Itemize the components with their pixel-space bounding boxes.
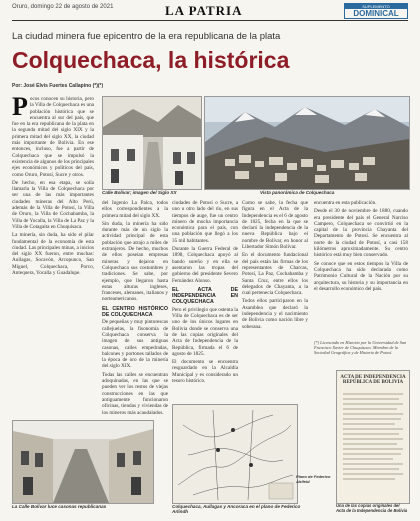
caption-photo-4: Colquechaca, Aullagas y Ancoraca en el plano de Federico Arlindh (172, 504, 301, 514)
paragraph: De pequeñas y muy pintorescas callejuelas, la fisonomía de Colquechaca conserva la imagen de sus antiguas casonas, calles empedradas, balcones y portones tallados de la época de oro de la minería del siglo XIX. (102, 319, 168, 370)
section-heading: EL ACTA DE INDEPENDENCIA EN COLQUECHACA (172, 286, 238, 306)
drop-cap: P (12, 92, 28, 121)
photo-panoramic (204, 96, 410, 190)
caption-photo-1: Calle Bolívar; imagen del Siglo XX (102, 190, 177, 195)
paragraph: ocos conocen su historia, pero la Villa de Colquechaca es una población histórica que se encuentra al sur del país, que fue en la era republicana de la plata en la segunda mitad del siglo XIX y la primera mitad del siglo XX, la ciudad más importante de Bolivia. En ese entonces, incluso, fue a partir de Colquechaca que se impulsó la existencia de algunos de los principales ejes económicos y políticos del país, como Oruro, Potosí, Sucre y otros. (12, 96, 94, 178)
caption-map-credit: Plano de Federico Ahlfeld (296, 474, 331, 484)
article-byline: Por: José Elvis Fuertes Callapino (*)(*) (12, 83, 104, 89)
article-kicker: La ciudad minera fue epicentro de la era republicana de la plata (12, 31, 281, 42)
paragraph: del Ingenio La Palca, todos ellos correspondientes a la primera mitad del siglo XX. (102, 200, 168, 219)
caption-photo-5: Una de las copias originales del Acta de la Independencia de Bolivia (336, 503, 408, 513)
supplement-badge (344, 3, 408, 19)
document-title-line-2: REPÚBLICA DE BOLIVIA (342, 380, 404, 385)
paragraph: Sin duda, la minería ha sido durante más de un siglo la actividad principal de esta población que atrajo a miles de extranjeros. De hecho, muchos de ellos poseían empresas mineras y dejaron en Colquechaca sus costumbres y tradiciones. Se sabe, por ejemplo, que llegaron hasta estas alturas ingleses, franceses, alemanes, italianos y norteamericanos. (102, 220, 168, 303)
supplement-label-top: SUPLEMENTO (345, 4, 407, 9)
article-title: Colquechaca, la histórica (12, 47, 290, 73)
column-3 (172, 200, 238, 400)
paragraph: ciudades de Potosí o Sucre, a uno u otro lado del río, en sus tiempos de auge, fue un centro minero de mucha importancia económica para el país, con una población que llegó a los 35 mil habitantes. (172, 200, 238, 244)
paragraph: Se conoce que en estos tiempos la Villa de Colquechaca ha sido declarada como Patrimonio Cultural de la Nación por su arquitectura, su historia y su importancia en el desarrollo económico del país. (314, 260, 408, 292)
column-2 (102, 200, 168, 416)
paragraph: Durante la Guerra Federal de 1898, Colquechaca apoyó al bando sureño y en ella se asentaron las tropas del gobierno del presidente Severo Fernández Alonso. (172, 246, 238, 284)
paragraph: Pero el privilegio que ostenta la Villa de Colquechaca es de ser uno de los únicos lugares en Bolivia donde se conserva una de las copias originales del Acta de Independencia de la República, firmada el 6 de agosto de 1825. (172, 306, 238, 357)
column-1 (12, 92, 94, 436)
date-line: Oruro, domingo 22 de agosto de 2021 (12, 4, 114, 10)
caption-photo-3: La Calle Bolívar luce casonas republicanas (12, 504, 107, 509)
column-4 (242, 200, 308, 400)
paragraph: Como se sabe, la fecha que figura en el Acta de la Independencia es el 6 de agosto de 1825, fecha en la que se declaró la independencia de la nueva República bajo el nombre de Bolívar, en honor al Libertador Simón Bolívar. (242, 200, 308, 251)
paragraph: La minería, sin duda, ha sido el pilar fundamental de la economía de esta ciudad. Las principales minas, a inicios del siglo XX fueron, entre muchas: Aullagas, Socavón, Arcopunco, San Miguel, Colquechaca, Porco, Antequera, Yocalla y Guadalupe. (12, 232, 94, 277)
photo-map-plan (172, 404, 298, 504)
newspaper-name: LA PATRIA (165, 3, 243, 18)
paragraph: El documento se encuentra resguardado en la Alcaldía Municipal y es considerado un tesoro histórico. (172, 359, 238, 385)
paragraph: Todas las calles se encuentran adoquinadas, en las que se pueden ver los restos de viejas construcciones en las que antiguamente funcionaron oficinas, tiendas y viviendas de los mineros más acaudalados. (102, 371, 168, 416)
photo-calle-bolivar-modern (12, 420, 154, 504)
caption-photo-2: Vista panorámica de Colquechaca (260, 190, 335, 195)
photo-calle-bolivar-old (102, 96, 202, 190)
document-title-line-1: ACTA DE INDEPENDENCIA (340, 375, 406, 380)
paragraph: Desde el 30 de noviembre de 1880, cuando era presidente del país el General Narciso Campero, Colquechaca se convirtió en la capital de la provincia Chayanta del Departamento de Potosí. Se encuentra al norte de la ciudad de Potosí, a casi 158 kilómetros aproximadamente. Su centro histórico está muy bien conservado. (314, 208, 408, 259)
supplement-label: DOMINICAL (353, 9, 399, 18)
photo-independence-act (336, 370, 410, 504)
section-heading: EL CENTRO HISTÓRICO DE COLQUECHACA (102, 305, 168, 319)
header-rule (12, 20, 408, 21)
author-footnote: (*) Licenciado en Historia por la Universidad de San Francisco Xavier de Chuquisaca. Miembro de la Sociedad Geográfica y de Historia de Potosí. (314, 340, 407, 356)
column-5 (314, 200, 408, 338)
paragraph: encuentra en esta publicación. (314, 200, 377, 206)
paragraph: Todos ellos participaron en la Asamblea que declaró la independencia y el nacimiento de Bolivia como nación libre y soberana. (242, 298, 308, 330)
document-handwriting-lines (337, 388, 409, 498)
paragraph: En el documento fundacional del país están las firmas de los representantes de Charcas, Potosí, La Paz, Cochabamba y Santa Cruz, entre ellos los delegados de Chayanta, a la cual pertenecía Colquechaca. (242, 252, 308, 297)
paragraph: De hecho, en esa etapa, se solía llamarla la Villa de Colquechaca por ser una de las más importantes ciudades mineras del Alto Perú, además de la Villa de Potosí, la Villa de Oruro, la Villa de Cochabamba, la Villa de Yocalla, la Villa de La Paz y la Villa de Cotagaita en Chuquisaca. (12, 179, 94, 230)
